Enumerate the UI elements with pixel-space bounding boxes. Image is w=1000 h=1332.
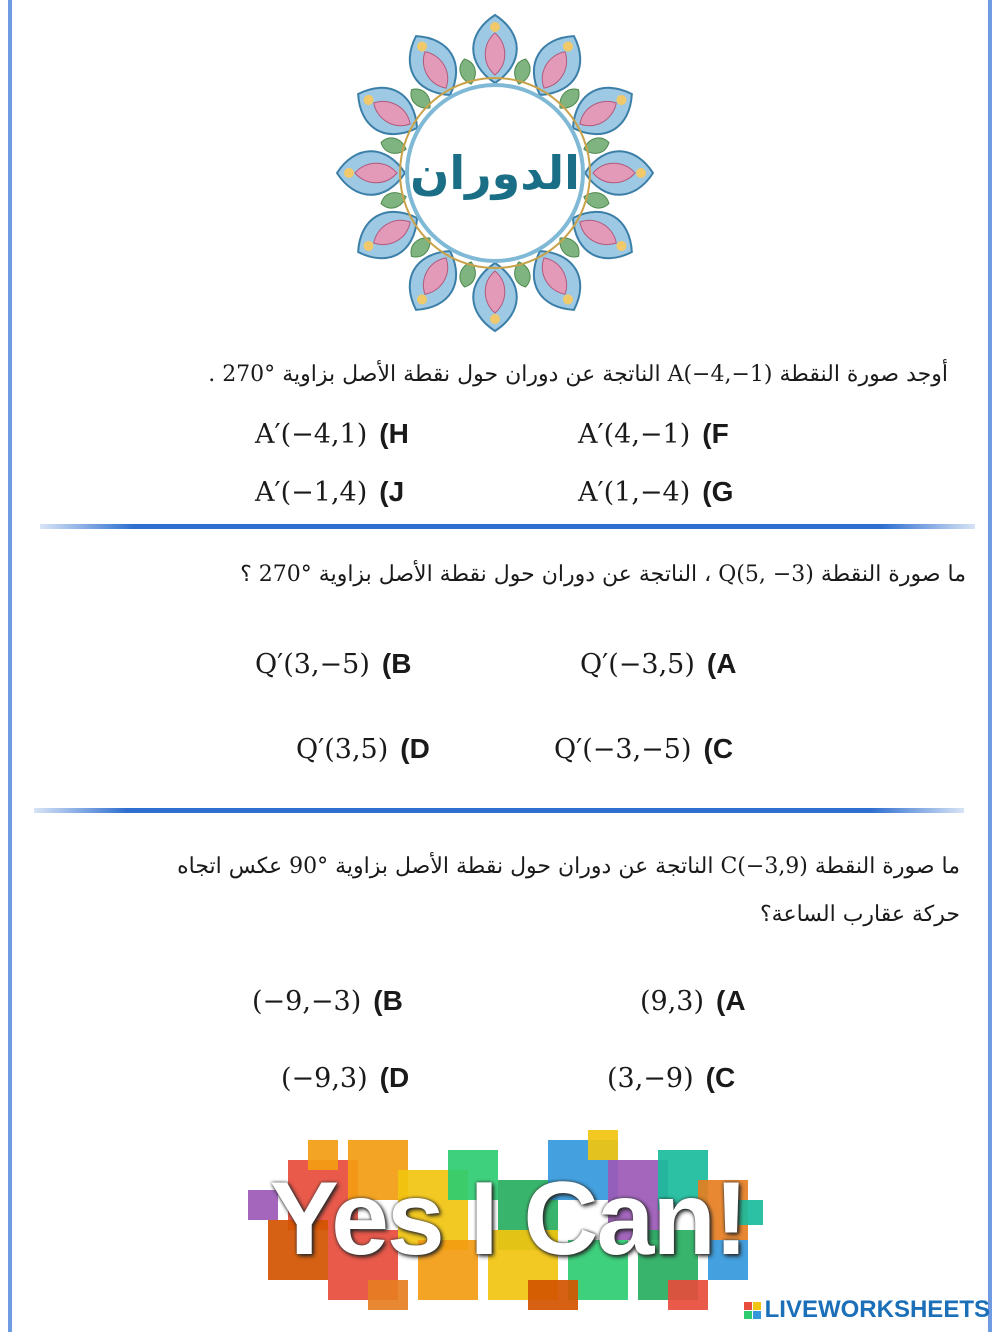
question-2-end: ؟ <box>240 562 252 587</box>
option-1-h[interactable] <box>255 418 409 450</box>
divider <box>34 808 964 813</box>
question-3-point: C(−3,9) <box>720 854 808 879</box>
yes-i-can-banner <box>248 1130 768 1320</box>
question-1-point: A(−4,−1) <box>667 362 773 387</box>
option-1-j[interactable] <box>255 476 404 508</box>
option-letter: (D <box>400 733 430 764</box>
option-letter: (A <box>716 985 746 1016</box>
option-letter: (B <box>373 985 403 1016</box>
option-expr: A′(−4,1) <box>255 418 368 450</box>
question-2-prefix: ما صورة النقطة <box>820 562 966 587</box>
question-2-text <box>240 562 966 587</box>
title-medallion <box>330 8 660 338</box>
option-letter: (H <box>379 418 409 449</box>
option-3-a[interactable] <box>640 985 746 1017</box>
option-2-d[interactable] <box>296 733 430 765</box>
option-1-g[interactable] <box>578 476 733 508</box>
option-3-d[interactable] <box>281 1062 409 1094</box>
question-2-angle: 270° <box>258 562 312 587</box>
option-expr: Q′(−3,5) <box>580 648 695 680</box>
question-2-point: Q(5, −3) <box>718 562 814 587</box>
question-3-suffix: الناتجة عن دوران حول نقطة الأصل بزاوية <box>335 854 714 879</box>
divider <box>40 524 975 529</box>
option-letter: (F <box>702 418 729 449</box>
option-expr: Q′(−3,−5) <box>554 733 692 765</box>
option-expr: Q′(3,5) <box>296 733 389 765</box>
option-letter: (B <box>381 648 412 679</box>
option-expr: A′(4,−1) <box>578 418 691 450</box>
question-3-prefix: ما صورة النقطة <box>814 854 960 879</box>
right-border <box>988 0 992 1332</box>
page-title: الدوران <box>410 146 580 200</box>
option-letter: (G <box>702 476 734 507</box>
option-expr: (−9,3) <box>281 1062 368 1094</box>
option-2-b[interactable] <box>255 648 411 680</box>
option-letter: (C <box>703 733 734 764</box>
question-1-end: . <box>208 362 216 387</box>
left-border <box>8 0 12 1332</box>
option-expr: (3,−9) <box>607 1062 694 1094</box>
option-3-b[interactable] <box>252 985 403 1017</box>
question-2-suffix: ، الناتجة عن دوران حول نقطة الأصل بزاوية <box>318 562 712 587</box>
question-1-prefix: أوجد صورة النقطة <box>779 362 948 387</box>
banner-text: Yes I Can! <box>269 1161 747 1277</box>
question-1-suffix: الناتجة عن دوران حول نقطة الأصل بزاوية <box>282 362 661 387</box>
option-expr: A′(−1,4) <box>255 476 368 508</box>
option-letter: (C <box>705 1062 736 1093</box>
option-expr: (9,3) <box>640 985 705 1017</box>
option-2-c[interactable] <box>554 733 733 765</box>
option-expr: A′(1,−4) <box>578 476 691 508</box>
option-letter: (D <box>379 1062 410 1093</box>
option-expr: (−9,−3) <box>252 985 362 1017</box>
option-1-f[interactable] <box>578 418 729 450</box>
question-3-line-1 <box>177 854 960 879</box>
option-letter: (A <box>706 648 737 679</box>
brand-text: LIVEWORKSHEETS <box>764 1296 990 1323</box>
question-1-angle: 270° <box>222 362 276 387</box>
liveworksheets-logo-icon <box>744 1302 761 1319</box>
question-3-line-2: حركة عقارب الساعة؟ <box>759 902 960 927</box>
option-2-a[interactable] <box>580 648 736 680</box>
option-expr: Q′(3,−5) <box>255 648 370 680</box>
question-1-text <box>208 362 948 387</box>
liveworksheets-brand[interactable] <box>744 1296 990 1324</box>
question-3-line-1-end: عكس اتجاه <box>177 854 283 879</box>
option-letter: (J <box>379 476 405 507</box>
question-3-angle: 90° <box>289 854 329 879</box>
option-3-c[interactable] <box>607 1062 735 1094</box>
